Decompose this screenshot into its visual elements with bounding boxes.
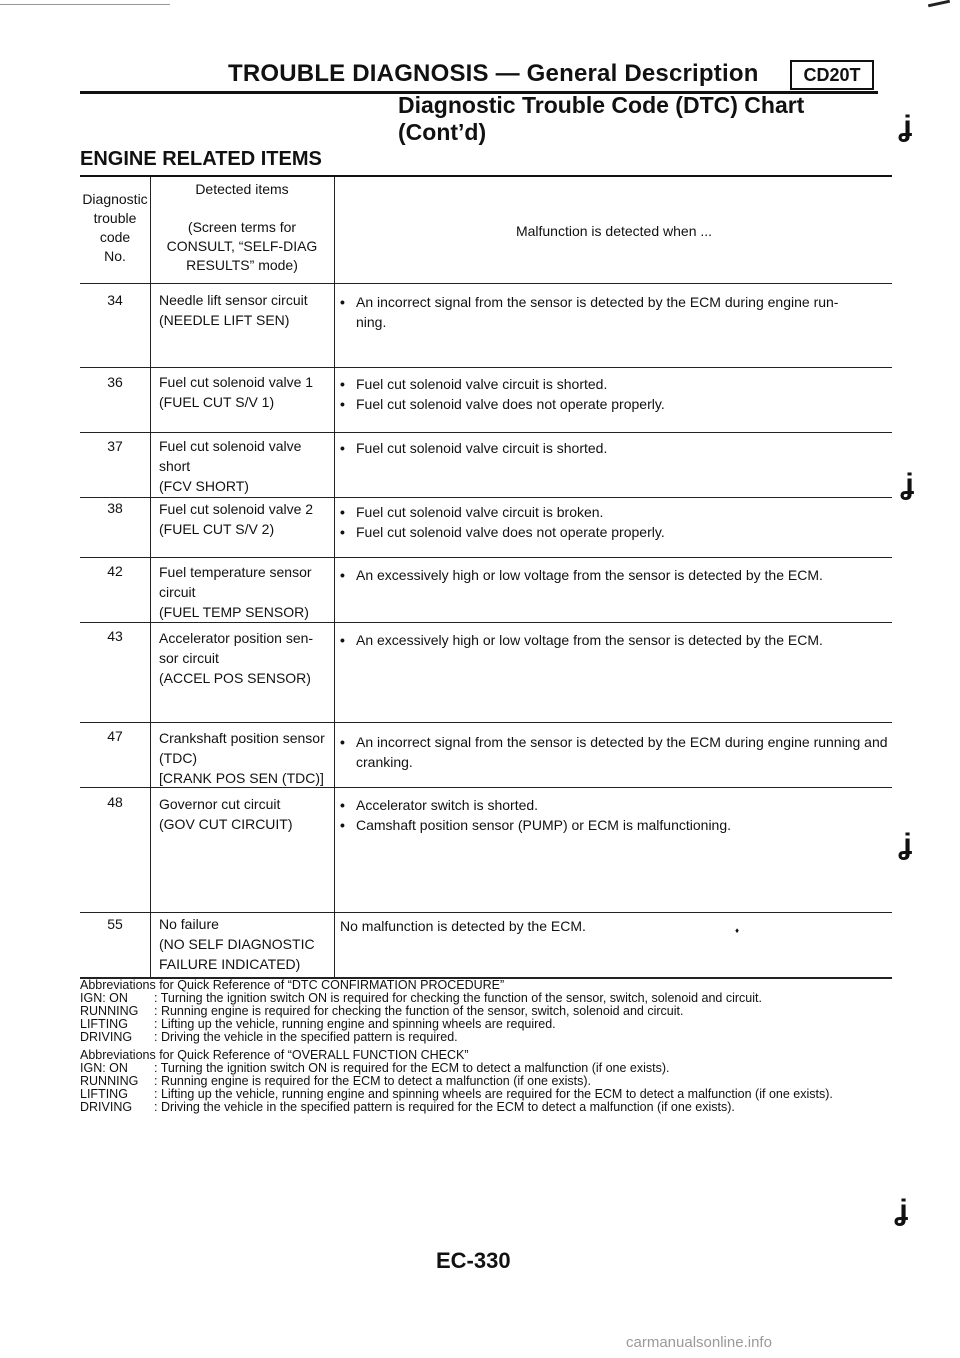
header-detected-items: Detected items (Screen terms for CONSULT, “SELF-DIAG RESULTS” mode) — [166, 181, 318, 273]
condition-bullet: • An incorrect signal from the sensor is detected by the ECM during engine run-ning. — [340, 292, 860, 332]
condition-bullet: • Camshaft position sensor (PUMP) or ECM is malfunctioning. — [340, 815, 890, 835]
condition-cell — [340, 630, 890, 650]
page-number: EC-330 — [436, 1248, 511, 1273]
abbreviations-dtc-confirmation — [80, 979, 900, 1044]
abbreviation-entry: DRIVING : Driving the vehicle in the specified pattern is required. — [80, 1030, 458, 1044]
revision-mark-icon: ʝ — [894, 1194, 908, 1227]
detected-item: No failure (NO SELF DIAGNOSTIC FAILURE INDICATED) — [159, 916, 315, 972]
table-divider-items — [334, 177, 335, 977]
dtc-code: 37 — [107, 438, 123, 454]
abbreviation-entry: LIFTING : Lifting up the vehicle, running engine and spinning wheels are required. — [80, 1017, 556, 1031]
dtc-code: 43 — [107, 628, 123, 644]
condition-bullet: • An excessively high or low voltage from the sensor is detected by the ECM. — [340, 565, 890, 585]
group-rule — [80, 175, 892, 177]
detected-item: Needle lift sensor circuit (NEEDLE LIFT SEN) — [159, 292, 308, 328]
condition-bullet: • Fuel cut solenoid valve circuit is shorted. — [340, 438, 890, 458]
condition-cell: No malfunction is detected by the ECM. — [340, 918, 586, 934]
detected-item: Fuel cut solenoid valve 2 (FUEL CUT S/V 2) — [159, 501, 314, 537]
header-code: Diagnostic trouble code No. — [82, 191, 148, 264]
abbreviation-entry: LIFTING : Lifting up the vehicle, running engine and spinning wheels are required for the ECM to detect a malfunction (if one exists). — [80, 1087, 833, 1101]
dtc-code: 47 — [107, 728, 123, 744]
condition-bullet: • Accelerator switch is shorted. — [340, 795, 890, 815]
detected-item: Governor cut circuit (GOV CUT CIRCUIT) — [159, 796, 293, 832]
dtc-code: 42 — [107, 563, 123, 579]
row-divider — [80, 557, 892, 558]
scan-top-line — [0, 4, 170, 5]
condition-bullet: • Fuel cut solenoid valve does not operate properly. — [340, 522, 890, 542]
abbreviations-title: Abbreviations for Quick Reference of “OVERALL FUNCTION CHECK” — [80, 1048, 469, 1062]
row-divider — [80, 432, 892, 433]
condition-cell — [340, 795, 890, 835]
condition-cell — [340, 732, 890, 772]
detected-item: Fuel cut solenoid valve short (FCV SHORT) — [159, 438, 302, 494]
dtc-code: 55 — [107, 916, 123, 932]
row-divider — [80, 912, 892, 913]
condition-cell — [340, 374, 890, 414]
revision-mark-icon: ʝ — [900, 468, 914, 501]
abbreviation-entry: IGN: ON : Turning the ignition switch ON is required for checking the function of the sensor, switch, solenoid and circuit. — [80, 991, 762, 1005]
abbreviation-entry: IGN: ON : Turning the ignition switch ON is required for the ECM to detect a malfunction (if one exists). — [80, 1061, 670, 1075]
abbreviation-entry: RUNNING : Running engine is required for the ECM to detect a malfunction (if one exists). — [80, 1074, 592, 1088]
detected-item: Accelerator position sen- sor circuit (ACCEL POS SENSOR) — [159, 630, 314, 686]
row-divider — [80, 622, 892, 623]
row-divider — [80, 497, 892, 498]
scan-mark — [928, 0, 950, 7]
revision-mark-icon: ʝ — [898, 110, 912, 143]
dtc-code: 36 — [107, 374, 123, 390]
dtc-code: 34 — [107, 292, 123, 308]
detected-item: Crankshaft position sensor (TDC) [CRANK POS SEN (TDC)] — [159, 730, 325, 786]
chart-title-continued: (Cont’d) — [398, 119, 487, 145]
stray-mark: ♦ — [735, 926, 740, 935]
table-header-rule — [80, 283, 892, 284]
row-divider — [80, 722, 892, 723]
dtc-code: 48 — [107, 794, 123, 810]
condition-cell — [340, 438, 890, 458]
table-divider-code — [150, 177, 151, 977]
chart-title: Diagnostic Trouble Code (DTC) Chart — [398, 92, 805, 118]
revision-mark-icon: ʝ — [898, 828, 912, 861]
detected-item: Fuel cut solenoid valve 1 (FUEL CUT S/V 1) — [159, 374, 314, 410]
condition-bullet: • Fuel cut solenoid valve circuit is shorted. — [340, 374, 890, 394]
detected-item: Fuel temperature sensor circuit (FUEL TEMP SENSOR) — [159, 564, 312, 620]
abbreviations-overall-function-check — [80, 1049, 900, 1114]
condition-bullet: • Fuel cut solenoid valve does not operate properly. — [340, 394, 890, 414]
condition-bullet: • An excessively high or low voltage from the sensor is detected by the ECM. — [340, 630, 890, 650]
row-divider — [80, 367, 892, 368]
watermark: carmanualsonline.info — [626, 1334, 772, 1351]
abbreviations-title: Abbreviations for Quick Reference of “DTC CONFIRMATION PROCEDURE” — [80, 978, 505, 992]
group-title: ENGINE RELATED ITEMS — [80, 148, 322, 170]
condition-cell — [340, 565, 890, 585]
condition-cell — [340, 292, 860, 332]
condition-cell — [340, 502, 890, 542]
dtc-code: 38 — [107, 500, 123, 516]
header-condition: Malfunction is detected when ... — [515, 223, 713, 239]
condition-bullet: • An incorrect signal from the sensor is detected by the ECM during engine running and cranking. — [340, 732, 890, 772]
section-title: TROUBLE DIAGNOSIS — General Description — [228, 60, 759, 87]
abbreviation-entry: DRIVING : Driving the vehicle in the specified pattern is required for the ECM to detect a malfunction (if one exists). — [80, 1100, 735, 1114]
condition-bullet: • Fuel cut solenoid valve circuit is broken. — [340, 502, 890, 522]
model-badge: CD20T — [790, 60, 874, 90]
abbreviation-entry: RUNNING : Running engine is required for checking the function of the sensor, switch, solenoid and circuit. — [80, 1004, 684, 1018]
